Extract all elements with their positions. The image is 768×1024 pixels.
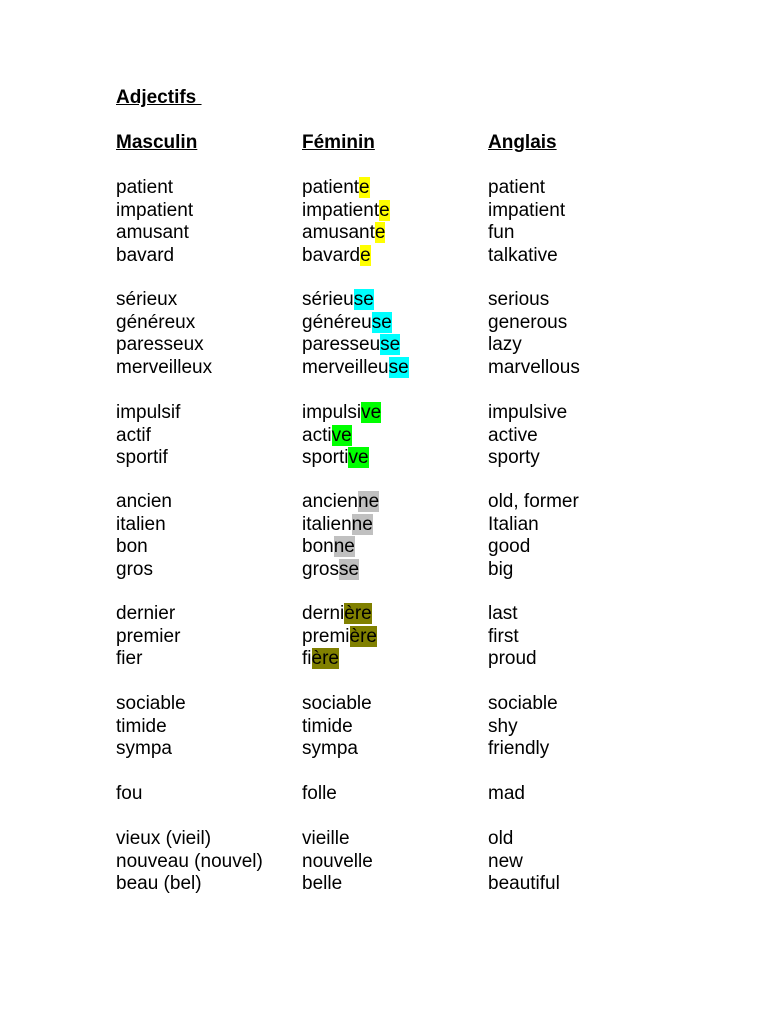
- adjective-group: [0, 693, 768, 761]
- masculin-cell: sérieux: [116, 289, 178, 310]
- table-row: [0, 514, 768, 537]
- feminin-stem: acti: [302, 424, 332, 446]
- anglais-cell: beautiful: [488, 873, 560, 894]
- masculin-cell: bavard: [116, 244, 175, 266]
- anglais-cell: impatient: [488, 199, 566, 221]
- anglais-cell: talkative: [488, 244, 558, 266]
- feminin-stem: vieille: [302, 828, 350, 849]
- adjective-group: [0, 603, 768, 671]
- feminin-ending-highlight: ne: [358, 491, 380, 512]
- table-row: [0, 491, 768, 514]
- table-row: [0, 738, 768, 761]
- anglais-cell: old: [488, 828, 514, 849]
- feminin-cell: [302, 177, 370, 200]
- feminin-cell: [302, 222, 385, 245]
- masculin-cell: premier: [116, 625, 181, 647]
- masculin-cell: merveilleux: [116, 356, 213, 378]
- masculin-cell: bon: [116, 536, 148, 557]
- feminin-stem: timide: [302, 715, 353, 737]
- table-row: [0, 200, 768, 223]
- masculin-cell: nouveau (nouvel): [116, 850, 263, 872]
- feminin-ending-highlight: se: [371, 311, 392, 333]
- page-title: Adjectifs: [116, 87, 202, 108]
- feminin-ending-highlight: ère: [349, 625, 377, 647]
- feminin-cell: [302, 648, 339, 671]
- masculin-cell: italien: [116, 513, 166, 535]
- feminin-cell: [302, 334, 400, 357]
- feminin-cell: [302, 738, 358, 761]
- masculin-cell: amusant: [116, 222, 189, 243]
- anglais-cell: proud: [488, 648, 537, 669]
- feminin-stem: sérieu: [302, 289, 354, 310]
- feminin-stem: bon: [302, 536, 334, 557]
- feminin-stem: bavard: [302, 244, 361, 266]
- feminin-ending-highlight: se: [353, 289, 374, 310]
- masculin-cell: timide: [116, 715, 167, 737]
- feminin-ending-highlight: e: [379, 199, 390, 221]
- anglais-cell: big: [488, 558, 514, 580]
- anglais-cell: generous: [488, 311, 568, 333]
- anglais-cell: shy: [488, 715, 518, 737]
- feminin-cell: [302, 851, 373, 874]
- feminin-ending-highlight: ve: [361, 402, 382, 423]
- masculin-cell: sociable: [116, 693, 186, 714]
- masculin-cell: gros: [116, 558, 153, 580]
- feminin-cell: [302, 783, 337, 806]
- anglais-cell: patient: [488, 177, 546, 198]
- masculin-cell: sportif: [116, 447, 168, 468]
- table-row: [0, 783, 768, 806]
- anglais-cell: old, former: [488, 491, 579, 512]
- feminin-cell: [302, 425, 352, 448]
- adjective-group: [0, 783, 768, 806]
- table-row: [0, 559, 768, 582]
- table-row: [0, 402, 768, 425]
- feminin-ending-highlight: e: [359, 177, 370, 198]
- table-row: [0, 289, 768, 312]
- anglais-cell: last: [488, 603, 518, 624]
- anglais-cell: marvellous: [488, 356, 580, 378]
- table-row: [0, 357, 768, 380]
- feminin-ending-highlight: ère: [344, 603, 372, 624]
- adjective-group: [0, 177, 768, 267]
- table-row: [0, 851, 768, 874]
- table-row: [0, 334, 768, 357]
- feminin-cell: [302, 716, 353, 739]
- feminin-ending-highlight: ne: [351, 513, 373, 535]
- feminin-cell: [302, 626, 377, 649]
- feminin-stem: premi: [302, 625, 350, 647]
- feminin-ending-highlight: ve: [331, 424, 352, 446]
- feminin-ending-highlight: e: [374, 222, 386, 243]
- feminin-ending-highlight: se: [380, 334, 401, 355]
- feminin-cell: [302, 559, 359, 582]
- feminin-ending-highlight: ne: [333, 536, 355, 557]
- masculin-cell: vieux (vieil): [116, 828, 212, 849]
- feminin-ending-highlight: ère: [311, 648, 339, 669]
- feminin-cell: [302, 603, 372, 626]
- feminin-stem: ancien: [302, 491, 358, 512]
- feminin-stem: nouvelle: [302, 850, 373, 872]
- table-row: [0, 873, 768, 896]
- anglais-cell: mad: [488, 783, 525, 804]
- anglais-cell: impulsive: [488, 402, 568, 423]
- adjective-group: [0, 491, 768, 581]
- feminin-stem: amusant: [302, 222, 375, 243]
- feminin-cell: [302, 873, 342, 896]
- column-headers: [0, 132, 768, 156]
- masculin-cell: sympa: [116, 738, 172, 759]
- table-row: [0, 603, 768, 626]
- table-row: [0, 716, 768, 739]
- feminin-stem: merveilleu: [302, 356, 389, 378]
- adjective-group: [0, 828, 768, 896]
- table-row: [0, 245, 768, 268]
- feminin-stem: sociable: [302, 693, 372, 714]
- feminin-cell: [302, 357, 409, 380]
- anglais-cell: sociable: [488, 693, 558, 714]
- table-row: [0, 222, 768, 245]
- feminin-cell: [302, 491, 379, 514]
- feminin-cell: [302, 447, 369, 470]
- anglais-cell: sporty: [488, 447, 540, 468]
- feminin-stem: fi: [302, 648, 312, 669]
- table-row: [0, 447, 768, 470]
- anglais-cell: friendly: [488, 738, 550, 759]
- anglais-cell: active: [488, 424, 538, 446]
- masculin-cell: impatient: [116, 199, 194, 221]
- feminin-stem: italien: [302, 513, 352, 535]
- feminin-ending-highlight: se: [338, 558, 360, 580]
- header-feminin: Féminin: [302, 132, 375, 153]
- feminin-cell: [302, 514, 373, 537]
- masculin-cell: ancien: [116, 491, 172, 512]
- table-row: [0, 648, 768, 671]
- feminin-stem: belle: [302, 873, 343, 894]
- feminin-stem: paresseu: [302, 334, 381, 355]
- feminin-stem: généreu: [302, 311, 372, 333]
- feminin-stem: patient: [302, 177, 360, 198]
- feminin-cell: [302, 312, 392, 335]
- anglais-cell: first: [488, 625, 519, 647]
- feminin-stem: impulsi: [302, 402, 362, 423]
- table-row: [0, 536, 768, 559]
- masculin-cell: impulsif: [116, 402, 181, 423]
- feminin-stem: gros: [302, 558, 339, 580]
- anglais-cell: lazy: [488, 334, 522, 355]
- table-row: [0, 425, 768, 448]
- adjective-group: [0, 402, 768, 470]
- masculin-cell: patient: [116, 177, 174, 198]
- table-row: [0, 693, 768, 716]
- masculin-cell: fou: [116, 783, 143, 804]
- table-row: [0, 626, 768, 649]
- table-row: [0, 177, 768, 200]
- masculin-cell: actif: [116, 424, 151, 446]
- feminin-cell: [302, 402, 381, 425]
- feminin-stem: sporti: [302, 447, 349, 468]
- header-anglais: Anglais: [488, 132, 557, 153]
- feminin-stem: sympa: [302, 738, 358, 759]
- masculin-cell: fier: [116, 648, 143, 669]
- anglais-cell: serious: [488, 289, 550, 310]
- anglais-cell: Italian: [488, 513, 539, 535]
- table-row: [0, 312, 768, 335]
- masculin-cell: paresseux: [116, 334, 204, 355]
- table-row: [0, 828, 768, 851]
- feminin-ending-highlight: e: [360, 244, 371, 266]
- anglais-cell: good: [488, 536, 531, 557]
- masculin-cell: beau (bel): [116, 873, 202, 894]
- feminin-cell: [302, 245, 371, 268]
- feminin-cell: [302, 693, 372, 716]
- anglais-cell: new: [488, 850, 523, 872]
- anglais-cell: fun: [488, 222, 515, 243]
- feminin-ending-highlight: se: [388, 356, 409, 378]
- adjective-group: [0, 289, 768, 379]
- feminin-cell: [302, 828, 350, 851]
- feminin-stem: derni: [302, 603, 345, 624]
- header-masculin: Masculin: [116, 132, 198, 153]
- feminin-stem: folle: [302, 783, 337, 804]
- feminin-ending-highlight: ve: [348, 447, 369, 468]
- masculin-cell: généreux: [116, 311, 196, 333]
- feminin-cell: [302, 200, 390, 223]
- feminin-cell: [302, 289, 374, 312]
- feminin-cell: [302, 536, 355, 559]
- masculin-cell: dernier: [116, 603, 176, 624]
- feminin-stem: impatient: [302, 199, 380, 221]
